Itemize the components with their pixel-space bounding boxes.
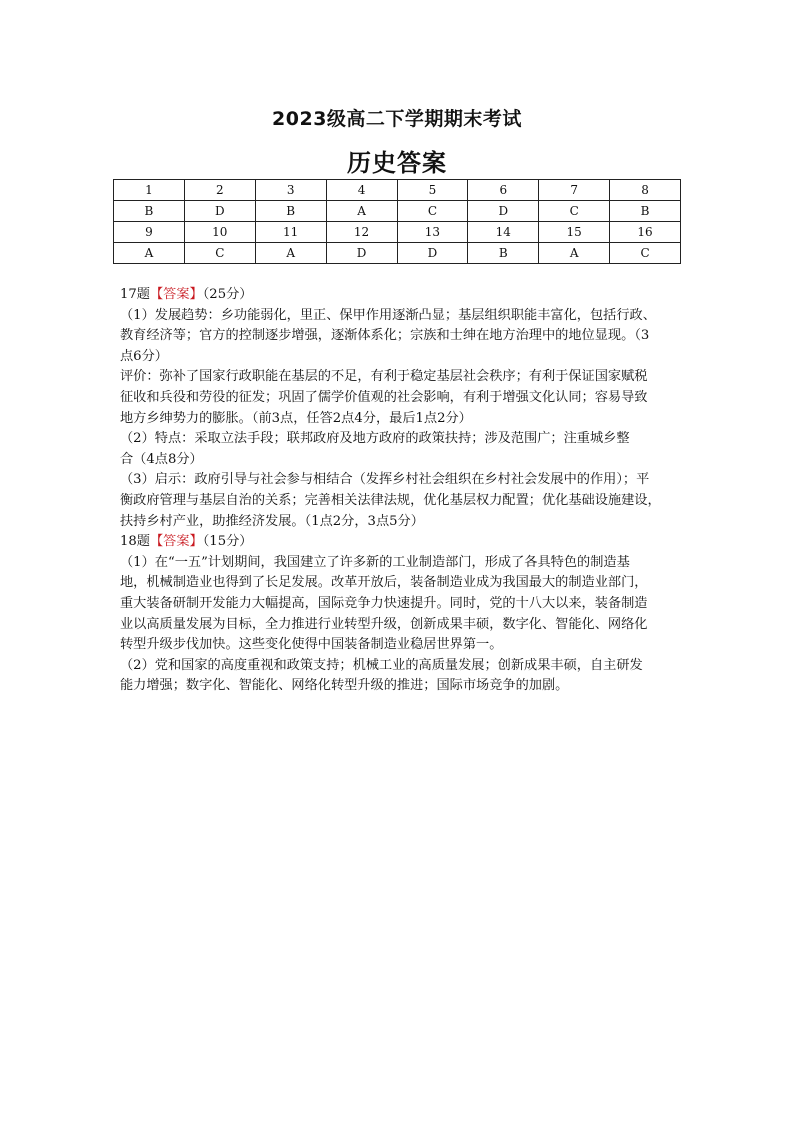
- q17-answer-tag: 【答案】: [149, 287, 203, 302]
- answer-line: （1）在“一五”计划期间，我国建立了许多新的工业制造部门，形成了各具特色的制造基: [120, 554, 630, 570]
- q18-heading: [120, 532, 690, 553]
- answer-line: 衡政府管理与基层自治的关系；完善相关法律法规，优化基层权力配置；优化基础设施建设，: [120, 492, 661, 508]
- table-cell: 10: [184, 222, 255, 243]
- answer-line: 合（4点8分）: [120, 451, 203, 467]
- table-cell: 15: [539, 222, 610, 243]
- table-cell: 12: [326, 222, 397, 243]
- q18-score: （15分）: [202, 534, 253, 550]
- table-cell: B: [468, 243, 539, 264]
- table-cell: D: [468, 201, 539, 222]
- table-cell: A: [539, 243, 610, 264]
- q18-body: [120, 553, 690, 697]
- table-cell: D: [397, 243, 468, 264]
- table-cell: 16: [610, 222, 681, 243]
- table-cell: 2: [184, 180, 255, 201]
- answer-title: 历史答案: [347, 149, 447, 177]
- table-row: [114, 201, 681, 222]
- table-cell: C: [539, 201, 610, 222]
- q18-answer-tag: 【答案】: [149, 534, 203, 550]
- table-cell: 4: [326, 180, 397, 201]
- table-cell: B: [114, 201, 185, 222]
- answer-line: （2）特点：采取立法手段；联邦政府及地方政府的政策扶持；涉及范围广；注重城乡整: [120, 431, 630, 447]
- answer-content: [120, 285, 690, 697]
- answer-line: 扶持乡村产业，助推经济发展。（1点2分，3点5分）: [120, 513, 424, 529]
- table-cell: 11: [255, 222, 326, 243]
- answer-line: 地方乡绅势力的膨胀。（前3点，任答2点4分，最后1点2分）: [120, 410, 472, 426]
- table-cell: A: [326, 201, 397, 222]
- answer-table: [113, 179, 681, 264]
- table-row: [114, 243, 681, 264]
- table-cell: 7: [539, 180, 610, 201]
- answer-line: 转型升级步伐加快。这些变化使得中国装备制造业稳居世界第一。: [120, 637, 503, 653]
- answer-line: 教育经济等；官方的控制逐步增强，逐渐体系化；宗族和士绅在地方治理中的地位显现。（3: [120, 328, 650, 344]
- table-cell: A: [114, 243, 185, 264]
- q17-score: （25分）: [202, 287, 253, 302]
- table-cell: 6: [468, 180, 539, 201]
- table-cell: C: [397, 201, 468, 222]
- table-cell: C: [184, 243, 255, 264]
- q17-body: [120, 306, 690, 533]
- table-cell: 3: [255, 180, 326, 201]
- answer-line: （3）启示：政府引导与社会参与相结合（发挥乡村社会组织在乡村社会发展中的作用）；平: [120, 472, 650, 488]
- table-cell: 14: [468, 222, 539, 243]
- q18-label: 18题: [120, 534, 150, 550]
- answer-line: 重大装备研制开发能力大幅提高，国际竞争力快速提升。同时，党的十八大以来，装备制造: [120, 595, 648, 611]
- table-row: [114, 222, 681, 243]
- answer-line: 点6分）: [120, 348, 168, 364]
- answer-line: （2）党和国家的高度重视和政策支持；机械工业的高质量发展；创新成果丰硕，自主研发: [120, 657, 643, 673]
- answer-line: 业以高质量发展为目标，全力推进行业转型升级，创新成果丰硕，数字化、智能化、网络化: [120, 616, 648, 632]
- answer-line: 能力增强；数字化、智能化、网络化转型升级的推进；国际市场竞争的加剧。: [120, 678, 569, 694]
- table-cell: 8: [610, 180, 681, 201]
- answer-line: 评价：弥补了国家行政职能在基层的不足，有利于稳定基层社会秩序；有利于保证国家赋税: [120, 369, 648, 385]
- q17-label: 17题: [120, 287, 150, 302]
- answer-line: 征收和兵役和劳役的征发；巩固了儒学价值观的社会影响，有利于增强文化认同；容易导致: [120, 389, 648, 405]
- table-row: [114, 180, 681, 201]
- table-cell: 1: [114, 180, 185, 201]
- table-cell: D: [326, 243, 397, 264]
- q17-heading: [120, 285, 690, 306]
- table-cell: A: [255, 243, 326, 264]
- table-cell: B: [255, 201, 326, 222]
- answer-line: （1）发展趋势：乡功能弱化，里正、保甲作用逐渐凸显；基层组织职能丰富化，包括行政、: [120, 307, 656, 323]
- answer-line: 地，机械制造业也得到了长足发展。改革开放后，装备制造业成为我国最大的制造业部门，: [120, 575, 648, 591]
- table-cell: C: [610, 243, 681, 264]
- table-cell: D: [184, 201, 255, 222]
- table-cell: B: [610, 201, 681, 222]
- table-cell: 9: [114, 222, 185, 243]
- table-cell: 5: [397, 180, 468, 201]
- exam-title: 2023级高二下学期期末考试: [272, 108, 522, 130]
- table-cell: 13: [397, 222, 468, 243]
